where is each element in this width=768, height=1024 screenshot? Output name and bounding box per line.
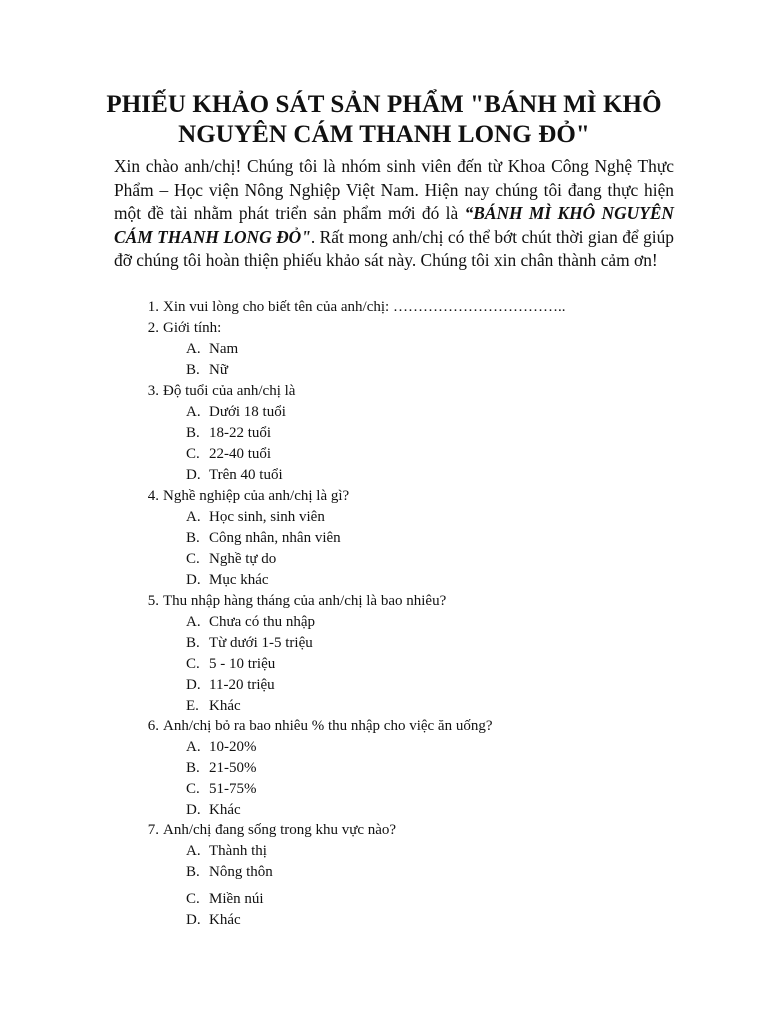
option-text: Nông thôn [209,864,273,880]
option-letter: C. [186,551,200,567]
option-letter: B. [186,864,200,880]
intro-line-3 [114,202,674,226]
option-letter: D. [186,802,201,818]
option-letter: D. [186,912,201,928]
product-name-part-2: CÁM THANH LONG ĐỎ" [114,226,311,247]
option-text: Học sinh, sinh viên [209,509,325,525]
question-text: Xin vui lòng cho biết tên của anh/chị: …………………………….. [163,299,566,315]
option-text: Dưới 18 tuổi [209,404,286,420]
product-name-part-1: “BÁNH MÌ KHÔ NGUYÊN [464,203,674,223]
option-text: Nghề tự do [209,551,277,567]
question-number: 5. [147,593,159,609]
survey-title-line-2: NGUYÊN CÁM THANH LONG ĐỎ" [178,121,590,148]
option-letter: E. [186,698,199,714]
question-number: 6. [147,718,159,734]
option-letter: A. [186,509,201,525]
option-letter: B. [186,635,200,651]
question-number: 3. [147,383,159,399]
option-text: 51-75% [209,781,257,797]
option-text: Nam [209,341,239,357]
option-text: Khác [209,698,241,714]
option-letter: A. [186,739,201,755]
option-text: 22-40 tuổi [209,446,272,462]
option-letter: D. [186,572,201,588]
question-text: Nghề nghiệp của anh/chị là gì? [163,488,350,504]
option-text: Công nhân, nhân viên [209,530,341,546]
option-text: 5 - 10 triệu [209,656,276,672]
option-text: Từ dưới 1-5 triệu [209,635,313,651]
option-text: Thành thị [209,843,267,859]
option-letter: C. [186,656,200,672]
question-text: Thu nhập hàng tháng của anh/chị là bao nhiêu? [163,593,447,609]
option-letter: A. [186,843,201,859]
option-letter: D. [186,467,201,483]
intro-line-1: Xin chào anh/chị! Chúng tôi là nhóm sinh viên đến từ Khoa Công Nghệ Thực [114,156,674,176]
option-letter: A. [186,341,201,357]
option-text: 21-50% [209,760,257,776]
intro-line-3-text: một đề tài nhằm phát triển sản phẩm mới đó là [114,203,465,223]
option-text: Khác [209,802,241,818]
question-number: 7. [147,822,159,838]
question-text: Độ tuổi của anh/chị là [163,383,296,399]
question-number: 2. [147,320,159,336]
option-letter: B. [186,530,200,546]
option-letter: C. [186,891,200,907]
question-text: Anh/chị đang sống trong khu vực nào? [163,822,397,838]
option-letter: C. [186,781,200,797]
option-letter: A. [186,614,201,630]
intro-line-5: đỡ chúng tôi hoàn thiện phiếu khảo sát này. Chúng tôi xin chân thành cảm ơn! [114,250,658,270]
option-text: Mục khác [209,572,269,588]
option-letter: A. [186,404,201,420]
option-text: Miền núi [209,891,264,907]
option-letter: D. [186,677,201,693]
intro-line-4 [114,226,674,250]
option-text: Chưa có thu nhập [209,614,316,630]
option-text: 10-20% [209,739,257,755]
question-number: 4. [147,488,159,504]
intro-line-2: Phẩm – Học viện Nông Nghiệp Việt Nam. Hiện nay chúng tôi đang thực hiện [114,179,674,200]
question-text: Giới tính: [163,320,222,336]
question-number: 1. [147,299,159,315]
option-letter: B. [186,425,200,441]
question-text: Anh/chị bỏ ra bao nhiêu % thu nhập cho việc ăn uống? [163,718,493,734]
option-letter: C. [186,446,200,462]
option-text: Khác [209,912,241,928]
intro-line-4-text: . Rất mong anh/chị có thể bớt chút thời gian để giúp [310,226,674,247]
survey-title-line-1: PHIẾU KHẢO SÁT SẢN PHẨM "BÁNH MÌ KHÔ [106,91,662,118]
option-letter: B. [186,362,200,378]
option-text: 18-22 tuổi [209,425,272,441]
option-letter: B. [186,760,200,776]
option-text: 11-20 triệu [209,677,275,693]
option-text: Nữ [209,362,228,378]
option-text: Trên 40 tuổi [209,467,283,483]
